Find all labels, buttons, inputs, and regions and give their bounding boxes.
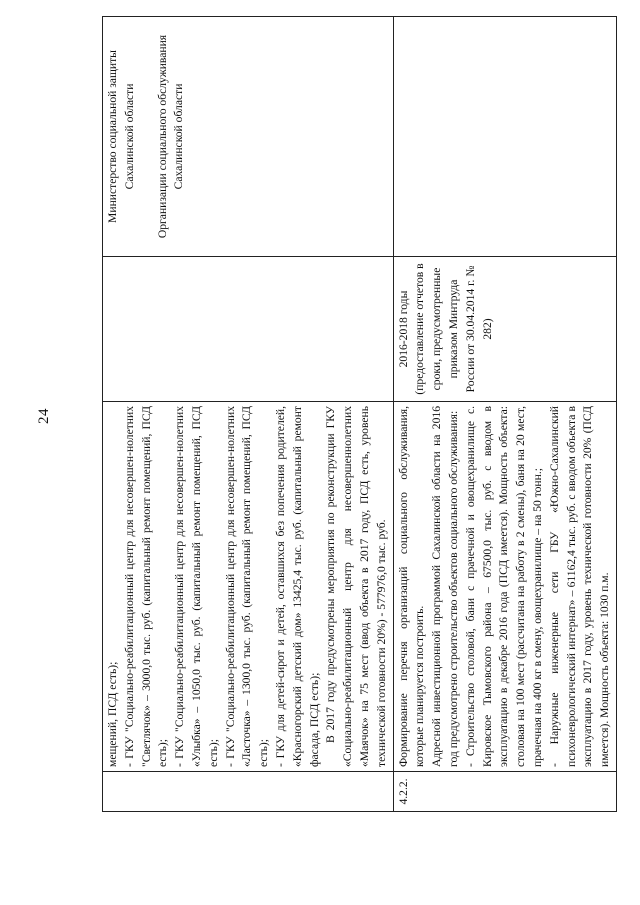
measure-text-line: Адресной инвестиционной программой Сахалинской области на 2016 год предусмотрено строительство объектов социального обслуживания: (430, 406, 460, 767)
row-number-cell (103, 772, 394, 812)
measure-text-cell (103, 402, 394, 772)
period-line: (предоставление отчетов в сроки, предусмотренные приказом Минтруда России от 30.04.2014 г. № 282) (413, 263, 494, 395)
measure-text-line: - ГКУ "Социально-реабилитационный центр для несовершен-нолетних "Светлячок» – 3000,0 тыс. руб. (капитальный ремонт помещений, ПСД есть); (122, 406, 170, 767)
table-row (393, 17, 616, 812)
measure-text-line: - ГКУ "Социально-реабилитационный центр для несовершен-нолетних «Улыбка» – 1050,0 тыс. руб. (капитальный ремонт помещений, ПСД есть); (173, 406, 220, 767)
executor-cell (393, 17, 616, 257)
measure-text-line: - ГКУ "Социально-реабилитационный центр для несовершен-нолетних «Ласточка» – 1300,0 тыс. руб. (капитальный ремонт помещений, ПСД есть); (223, 406, 271, 767)
measure-text-line: В 2017 году предусмотрены мероприятия по реконструкции ГКУ «Социально-реабилитационный центр для несовершеннолетних «Маячок» на 75 мест (ввод объекта в 2017 году, ПСД есть, уровень технической готовности 20%) - 577976,0 тыс. руб. (324, 406, 388, 767)
measure-text-line: - Строительство столовой, бани с прачечной и овощехранилище с. Кировское Тымовского района – 67500,0 тыс. руб. с вводом в эксплуатацию в декабре 2016 года (ПСД имеется). Мощность объекта: столовая на 100 мест (рассчитана на работу в 2 смены), баня на 20 мест, прачечная на 400 кг в смену, овощехранилище – на 50 тонн.; (463, 406, 544, 767)
table-row (103, 17, 394, 812)
executor-line: Министерство социальной защиты Сахалинской области (106, 50, 136, 223)
row-number-cell: 4.2.2. (393, 772, 616, 812)
period-cell (103, 257, 394, 402)
measure-text-line: - ГКУ для детей-сирот и детей, оставшихся без попечения родителей, «Красногорский детский дом» 13425,4 тыс. руб. (капитальный ремонт фасада, ПСД есть); (273, 406, 321, 767)
period-cell (393, 257, 616, 402)
measure-text-cell (393, 402, 616, 772)
page-number: 24 (36, 408, 52, 424)
measure-text-line: мещений, ПСД есть); (106, 661, 119, 767)
period-line: 2016-2018 годы (396, 290, 410, 368)
executor-line: Организации социального обслуживания Сахалинской области (155, 34, 186, 239)
measures-table (102, 16, 617, 812)
executor-cell (103, 17, 394, 257)
measure-text-line: Формирование перечня организаций социального обслуживания, которые планируется построить. (396, 406, 427, 767)
measure-text-line: - Наружные инженерные сети ГБУ «Южно-Сахалинский психоневрологический интернат» – 61162,4 тыс. руб. с вводом объекта в эксплуатацию в 2017 году, уровень технической готовности 20% (ПСД имеется). Мощность объекта: 1030 п.м. (547, 406, 612, 767)
rotated-page-content (102, 17, 612, 812)
